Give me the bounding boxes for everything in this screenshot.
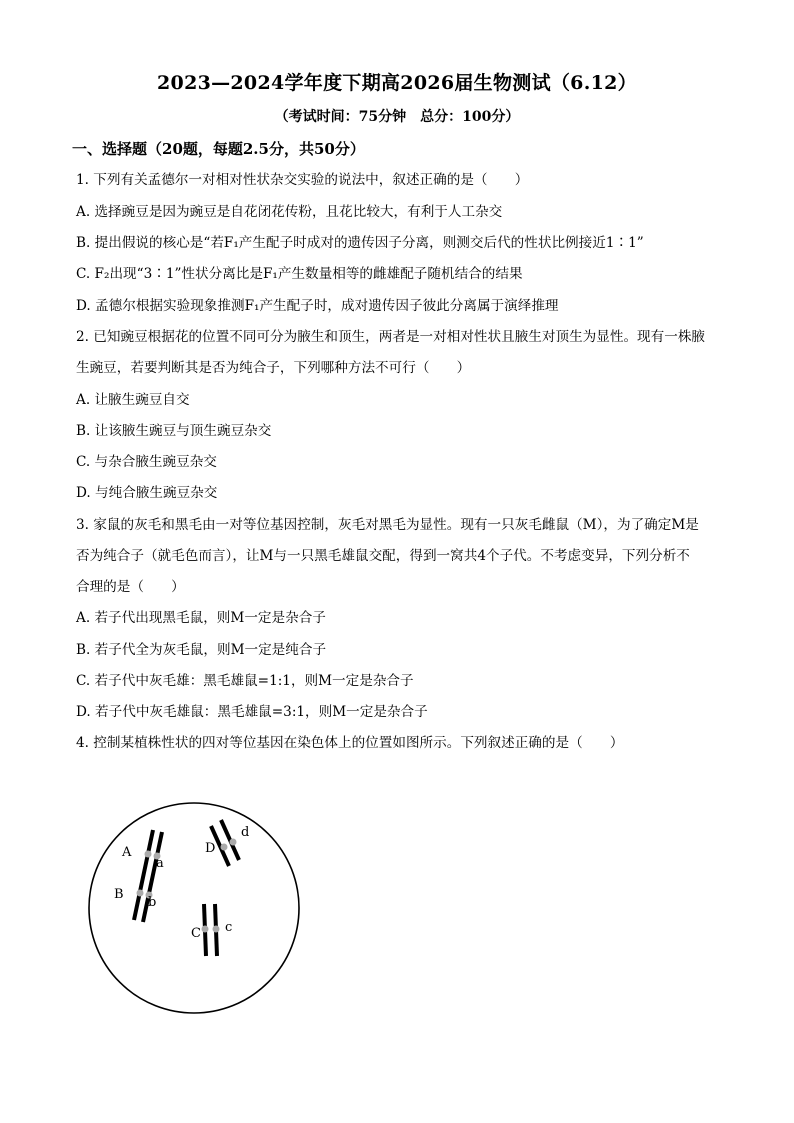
question-1-option-d: D. 孟德尔根据实验现象推测F₁产生配子时，成对遗传因子彼此分离属于演绎推理 (76, 298, 559, 314)
question-1-option-b: B. 提出假说的核心是“若F₁产生配子时成对的遗传因子分离，则测交后代的性状比例接近1∶1” (76, 235, 644, 251)
locus-D (221, 844, 228, 851)
question-2-option-a: A. 让腋生豌豆自交 (76, 392, 190, 408)
label-a: a (156, 856, 164, 871)
question-1-stem: 1. 下列有关孟德尔一对相对性状杂交实验的说法中，叙述正确的是（ ） (76, 172, 529, 188)
question-3-option-a: A. 若子代出现黑毛鼠，则M一定是杂合子 (76, 610, 326, 626)
question-4-stem: 4. 控制某植株性状的四对等位基因在染色体上的位置如图所示。下列叙述正确的是（ ） (76, 735, 624, 751)
question-2-option-b: B. 让该腋生豌豆与顶生豌豆杂交 (76, 423, 272, 439)
chromosome-pair-c (202, 904, 220, 956)
question-3-stem-line-3: 合理的是（ ） (76, 579, 185, 595)
locus-c (213, 926, 220, 933)
question-2-stem-line-2: 生豌豆，若要判断其是否为纯合子，下列哪种方法不可行（ ） (76, 360, 471, 376)
label-B: B (114, 887, 124, 902)
locus-C (202, 926, 209, 933)
exam-info: （考试时间：75分钟 总分：100分） (274, 109, 520, 125)
question-1-option-c: C. F₂出现“3∶1”性状分离比是F₁产生数量相等的雌雄配子随机结合的结果 (76, 266, 523, 282)
question-3-stem-line-1: 3. 家鼠的灰毛和黑毛由一对等位基因控制，灰毛对黑毛为显性。现有一只灰毛雌鼠（M），为了确定M是 (76, 517, 699, 533)
question-2-stem-line-1: 2. 已知豌豆根据花的位置不同可分为腋生和顶生，两者是一对相对性状且腋生对顶生为显性。现有一株腋 (76, 329, 706, 345)
label-C: C (191, 926, 201, 941)
page-title: 2023—2024学年度下期高2026届生物测试（6.12） (157, 72, 637, 94)
question-1-option-a: A. 选择豌豆是因为豌豆是自花闭花传粉，且花比较大，有利于人工杂交 (76, 204, 503, 220)
label-c: c (225, 920, 233, 935)
locus-d (230, 839, 237, 846)
locus-B (137, 890, 144, 897)
question-3-option-c: C. 若子代中灰毛雄：黑毛雄鼠=1:1，则M一定是杂合子 (76, 673, 414, 689)
label-b: b (148, 895, 157, 910)
label-A: A (122, 845, 132, 860)
question-2-option-c: C. 与杂合腋生豌豆杂交 (76, 454, 217, 470)
cell-outline (89, 803, 299, 1013)
section-heading: 一、选择题（20题，每题2.5分，共50分） (72, 140, 365, 158)
question-2-option-d: D. 与纯合腋生豌豆杂交 (76, 485, 218, 501)
question-3-option-b: B. 若子代全为灰毛鼠，则M一定是纯合子 (76, 642, 327, 658)
label-d: d (241, 825, 250, 840)
label-D: D (205, 841, 216, 856)
chromosome-diagram (84, 800, 304, 1020)
question-3-stem-line-2: 否为纯合子（就毛色而言），让M与一只黑毛雄鼠交配，得到一窝共4个子代。不考虑变异，下列分析不 (76, 548, 690, 564)
locus-A (145, 851, 152, 858)
question-3-option-d: D. 若子代中灰毛雄鼠：黑毛雄鼠=3:1，则M一定是杂合子 (76, 704, 428, 720)
